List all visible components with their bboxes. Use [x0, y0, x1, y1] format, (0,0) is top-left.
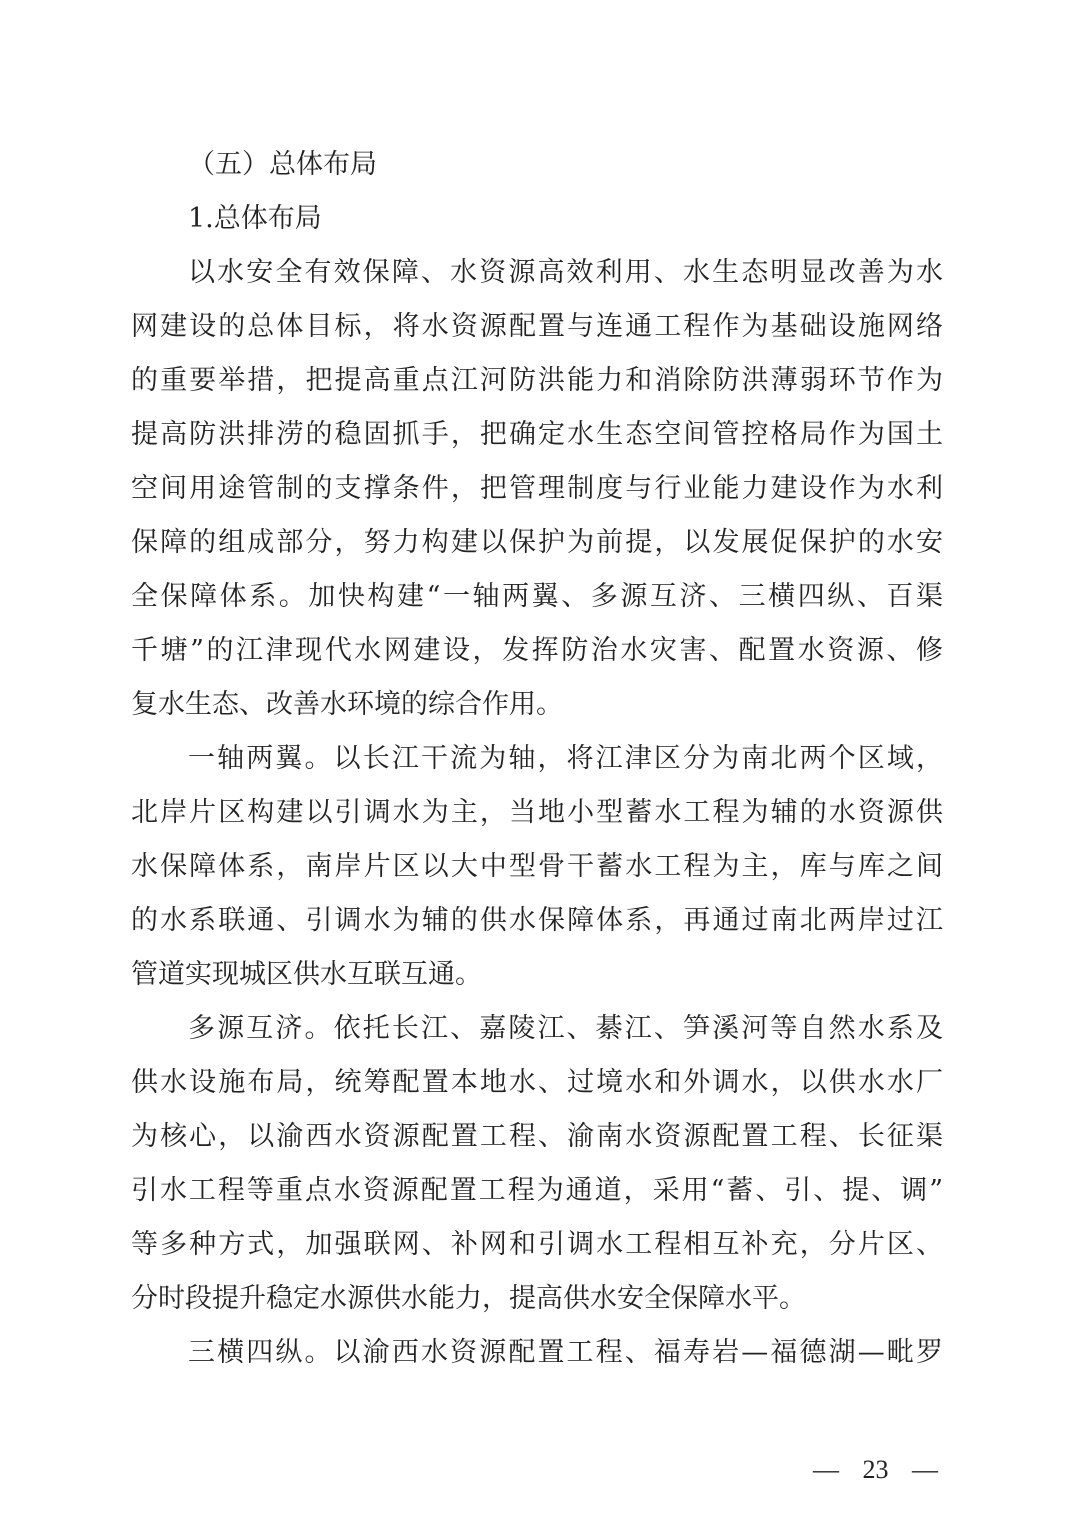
- page-footer: [813, 1452, 938, 1488]
- text-line: 等多种方式，加强联网、补网和引调水工程相互补充，分片区、: [131, 1229, 943, 1260]
- text-line: 分时段提升稳定水源供水能力，提高供水安全保障水平。: [131, 1283, 806, 1314]
- text-line: 三横四纵。以渝西水资源配置工程、福寿岩—福德湖—毗罗: [188, 1337, 943, 1368]
- text-line: 水保障体系，南岸片区以大中型骨干蓄水工程为主，库与库之间: [131, 851, 943, 882]
- text-line: 为核心，以渝西水资源配置工程、渝南水资源配置工程、长征渠: [131, 1121, 943, 1152]
- document-body: [131, 138, 943, 1380]
- text-line: 一轴两翼。以长江干流为轴，将江津区分为南北两个区域，: [188, 743, 943, 774]
- text-line: 的水系联通、引调水为辅的供水保障体系，再通过南北两岸过江: [131, 905, 943, 936]
- page-number: 23: [862, 1455, 889, 1484]
- text-line: 北岸片区构建以引调水为主，当地小型蓄水工程为辅的水资源供: [131, 797, 943, 828]
- text-line: 保障的组成部分，努力构建以保护为前提，以发展促保护的水安: [131, 527, 943, 558]
- text-line: 网建设的总体目标，将水资源配置与连通工程作为基础设施网络: [131, 311, 943, 342]
- text-line: 供水设施布局，统筹配置本地水、过境水和外调水，以供水水厂: [131, 1067, 943, 1098]
- footer-dash-right: —: [912, 1455, 938, 1484]
- text-line: 提高防洪排涝的稳固抓手，把确定水生态空间管控格局作为国土: [131, 419, 943, 450]
- text-line: 全保障体系。加快构建“一轴两翼、多源互济、三横四纵、百渠: [131, 581, 943, 612]
- text-line: 千塘”的江津现代水网建设，发挥防治水灾害、配置水资源、修: [131, 635, 943, 666]
- text-line: 空间用途管制的支撑条件，把管理制度与行业能力建设作为水利: [131, 473, 943, 504]
- section-heading: （五）总体布局: [188, 149, 377, 180]
- subsection-heading: 1.总体布局: [188, 203, 322, 234]
- text-line: 的重要举措，把提高重点江河防洪能力和消除防洪薄弱环节作为: [131, 365, 943, 396]
- text-line: 引水工程等重点水资源配置工程为通道，采用“蓄、引、提、调”: [131, 1175, 943, 1206]
- footer-dash-left: —: [813, 1455, 839, 1484]
- text-line: 多源互济。依托长江、嘉陵江、綦江、笋溪河等自然水系及: [188, 1013, 943, 1044]
- text-line: 复水生态、改善水环境的综合作用。: [131, 689, 563, 720]
- text-line: 以水安全有效保障、水资源高效利用、水生态明显改善为水: [188, 257, 943, 288]
- text-line: 管道实现城区供水互联互通。: [131, 959, 482, 990]
